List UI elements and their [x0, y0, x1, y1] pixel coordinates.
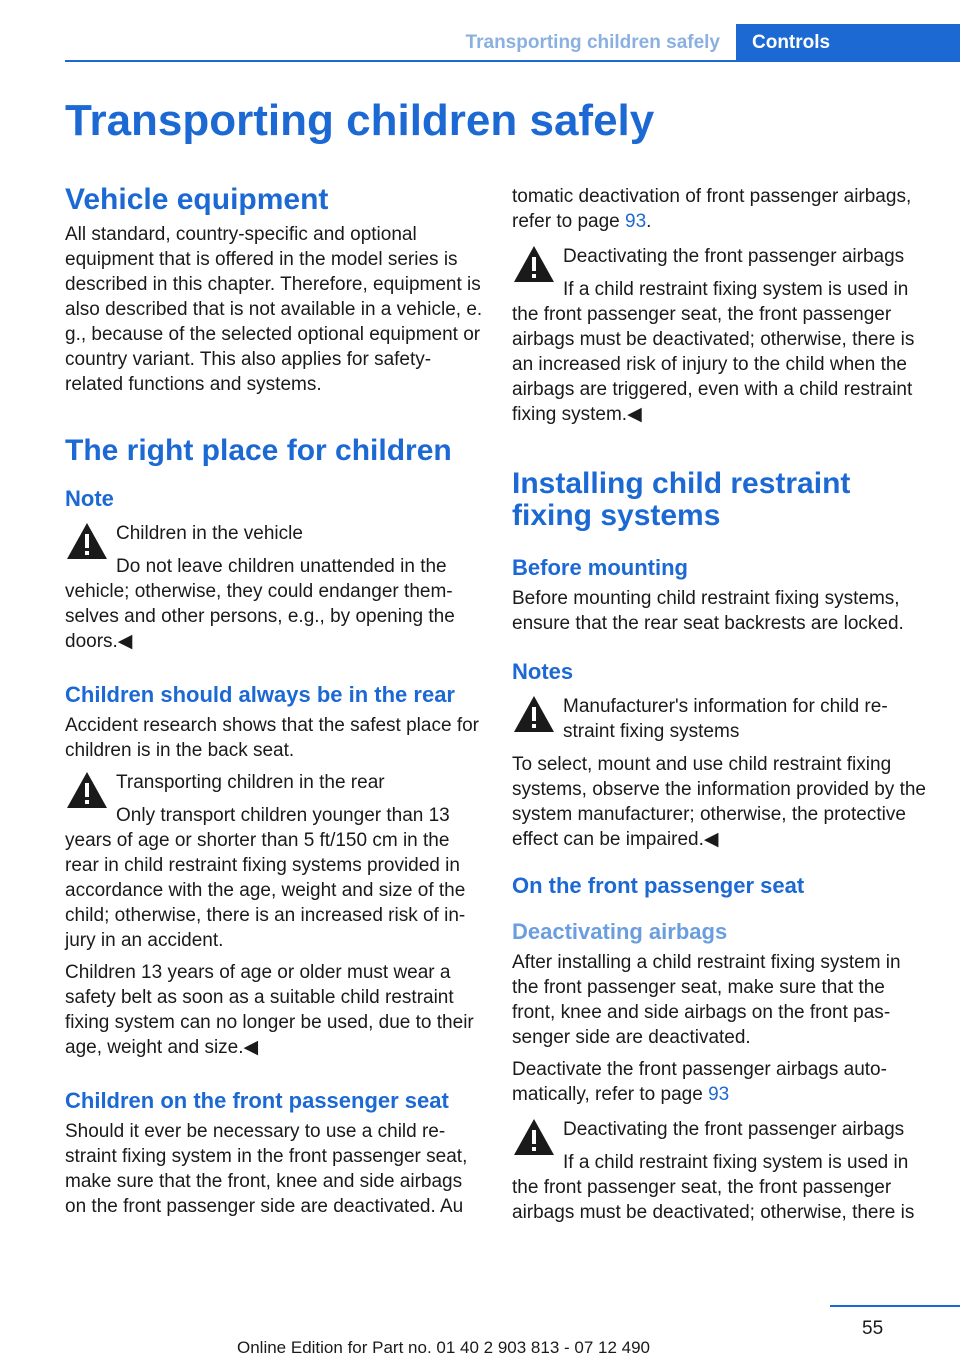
warning-triangle-icon — [512, 1117, 556, 1157]
paragraph-period: . — [646, 211, 652, 232]
footer-edition: Online Edition for Part no. 01 40 2 903 813 - 07 12 490 — [237, 1338, 651, 1357]
paragraph-deactivating-2-text: Deactivate the front passenger airbags automatically, refer to page — [512, 1059, 887, 1105]
page-title: Transporting children safely — [65, 96, 655, 145]
heading-before-mounting: Before mounting — [512, 555, 688, 580]
warning-text-continued: Children 13 years of age or older must wear a safety belt as soon as a suitable child restraint fixing system can no longer be used, due to their age, weight and size.◀ — [65, 962, 474, 1058]
heading-note: Note — [65, 486, 114, 511]
paragraph-rear: Accident research shows that the safest place for children is in the back seat. — [65, 715, 479, 761]
warning-text: If a child restraint fixing system is used in the front passenger seat, the front passenger airbags must be deactivated; otherwise, there is an increased risk of injury to the child when the airbags are triggered, even with a child restraint fixing system.◀ — [512, 279, 915, 425]
warning-triangle-icon — [512, 244, 556, 284]
header-rule — [65, 60, 960, 62]
warning-text: To select, mount and use child restraint fixing systems, observe the information provided by the system manufacturer; otherwise, the protective effect can be impaired.◀ — [512, 754, 926, 850]
heading-notes: Notes — [512, 659, 574, 684]
paragraph-vehicle-equipment: All standard, country-specific and optional equipment that is offered in the model series is described in this chapter. Therefore, equipment is also described that is not available in a vehicle, e. g., because of the selected optional equipment or country variant. This also applies for safety-related functions and systems. — [65, 224, 483, 395]
warning-children-rear — [65, 770, 483, 1067]
warning-triangle-icon — [512, 694, 556, 734]
warning-manufacturer-info — [512, 694, 930, 852]
warning-text: If a child restraint fixing system is used in the front passenger seat, the front passenger airbags must be deactivated; otherwise, there is — [512, 1152, 915, 1223]
warning-deactivating-airbags-2 — [512, 1117, 930, 1232]
page-number: 55 — [862, 1318, 884, 1339]
page-link-93[interactable]: 93 — [625, 211, 647, 232]
warning-title: Transporting children in the rear — [116, 772, 385, 793]
warning-text: Only transport children younger than 13 years of age or shorter than 5 ft/150 cm in the rear in child restraint fixing systems provided in accordance with the age, weight and size of the child; otherwise, there is an increased risk of injury in an accident. — [65, 805, 466, 951]
paragraph-deactivating-2 — [512, 1057, 930, 1107]
warning-title: Children in the vehicle — [116, 523, 303, 544]
warning-text: Do not leave children unattended in the vehicle; otherwise, they could endanger themselves and other persons, e.g., by opening the doors.◀ — [65, 556, 455, 652]
warning-children-vehicle — [65, 521, 483, 661]
right-column — [512, 184, 930, 1238]
page-link-93[interactable]: 93 — [708, 1084, 730, 1105]
warning-title: Manufacturer's information for child restraint fixing systems — [563, 696, 888, 742]
footer-rule — [830, 1305, 960, 1307]
heading-deactivating-airbags: Deactivating airbags — [512, 919, 728, 944]
paragraph-continuation-text: tomatic deactivation of front passenger airbags, refer to page — [512, 186, 912, 232]
warning-triangle-icon — [65, 770, 109, 810]
heading-front-passenger: Children on the front passenger seat — [65, 1088, 449, 1113]
heading-installing: Installing child restraint fixing systems — [512, 467, 851, 532]
paragraph-continuation — [512, 184, 930, 234]
warning-title: Deactivating the front passenger airbags — [563, 1119, 905, 1140]
heading-rear: Children should always be in the rear — [65, 682, 455, 707]
header-chapter-tab[interactable]: Controls — [736, 24, 960, 62]
header-section-title: Transporting children safely — [465, 32, 720, 53]
warning-triangle-icon — [65, 521, 109, 561]
paragraph-deactivating-1: After installing a child restraint fixing system in the front passenger seat, make sure that the front, knee and side airbags on the front passenger side are deactivated. — [512, 952, 901, 1048]
heading-on-front-seat: On the front passenger seat — [512, 873, 805, 898]
left-column — [65, 184, 483, 1226]
warning-title: Deactivating the front passenger airbags — [563, 246, 905, 267]
heading-vehicle-equipment: Vehicle equipment — [65, 183, 329, 216]
paragraph-before-mounting: Before mounting child restraint fixing systems, ensure that the rear seat backrests are locked. — [512, 588, 904, 634]
paragraph-front-passenger: Should it ever be necessary to use a child restraint fixing system in the front passenger seat, make sure that the front, knee and side airbags on the front passenger side are deactivated. Au — [65, 1121, 468, 1217]
warning-deactivating-airbags — [512, 244, 930, 434]
heading-right-place: The right place for children — [65, 434, 452, 467]
